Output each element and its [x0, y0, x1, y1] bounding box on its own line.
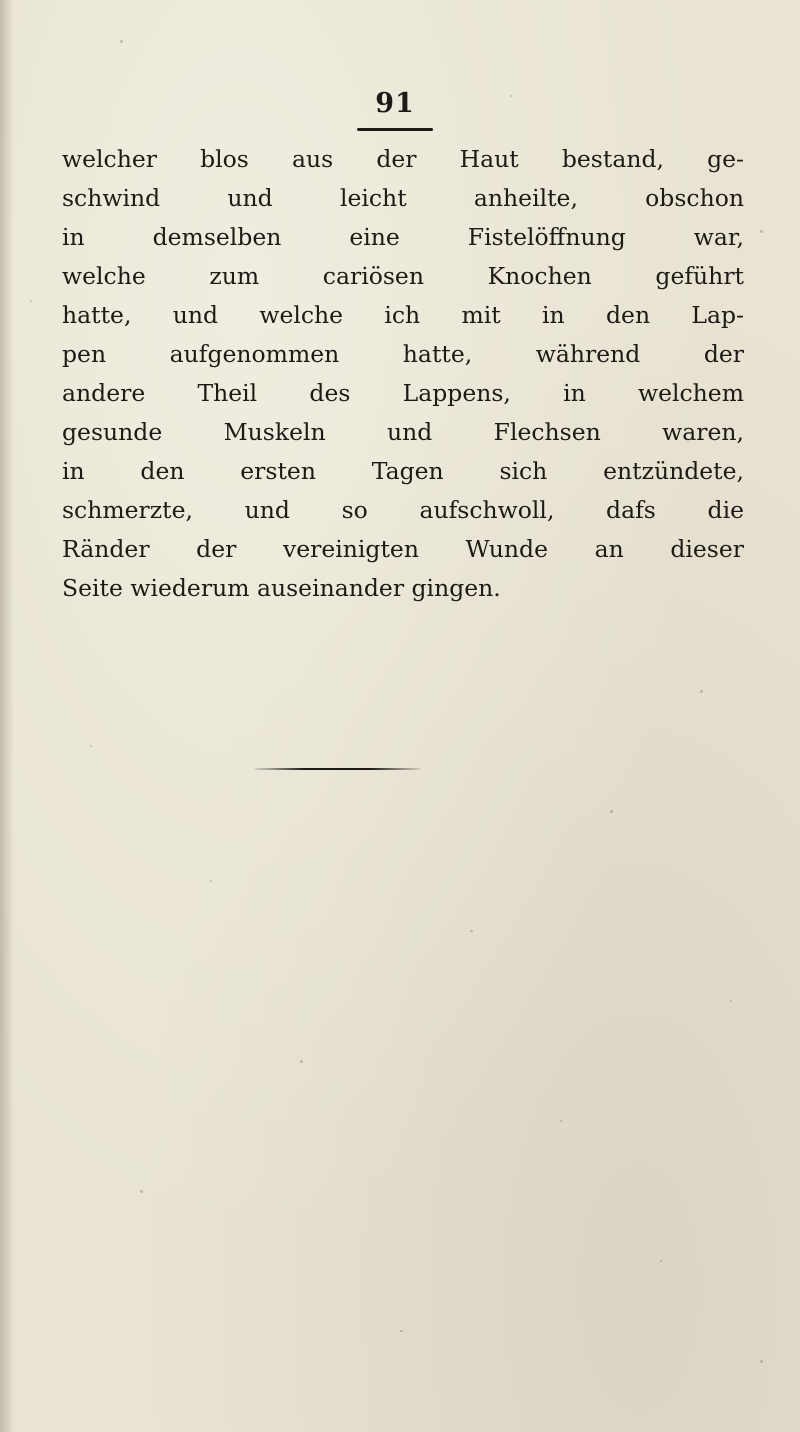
page-number: 91 [375, 88, 415, 119]
text-line: in den ersten Tagen sich entzündete, [62, 457, 744, 485]
page-number-rule [357, 128, 433, 131]
page-edge-shadow [0, 0, 14, 1432]
text-line: pen aufgenommen hatte, während der [62, 340, 744, 368]
text-line: in demselben eine Fistelöffnung war, [62, 223, 744, 251]
text-line: schmerzte, und so aufschwoll, dafs die [62, 496, 744, 524]
end-rule [255, 768, 420, 770]
text-line: schwind und leicht anheilte, obschon [62, 184, 744, 212]
text-line: andere Theil des Lappens, in welchem [62, 379, 744, 407]
text-line: Seite wiederum auseinander gingen. [62, 574, 501, 602]
text-line: welche zum cariösen Knochen geführt [62, 262, 744, 290]
paragraph [62, 140, 744, 608]
text-line: hatte, und welche ich mit in den Lap- [62, 301, 744, 329]
text-line: welcher blos aus der Haut bestand, ge- [62, 145, 744, 173]
text-line: gesunde Muskeln und Flechsen waren, [62, 418, 744, 446]
text-line: Ränder der vereinigten Wunde an dieser [62, 535, 744, 563]
